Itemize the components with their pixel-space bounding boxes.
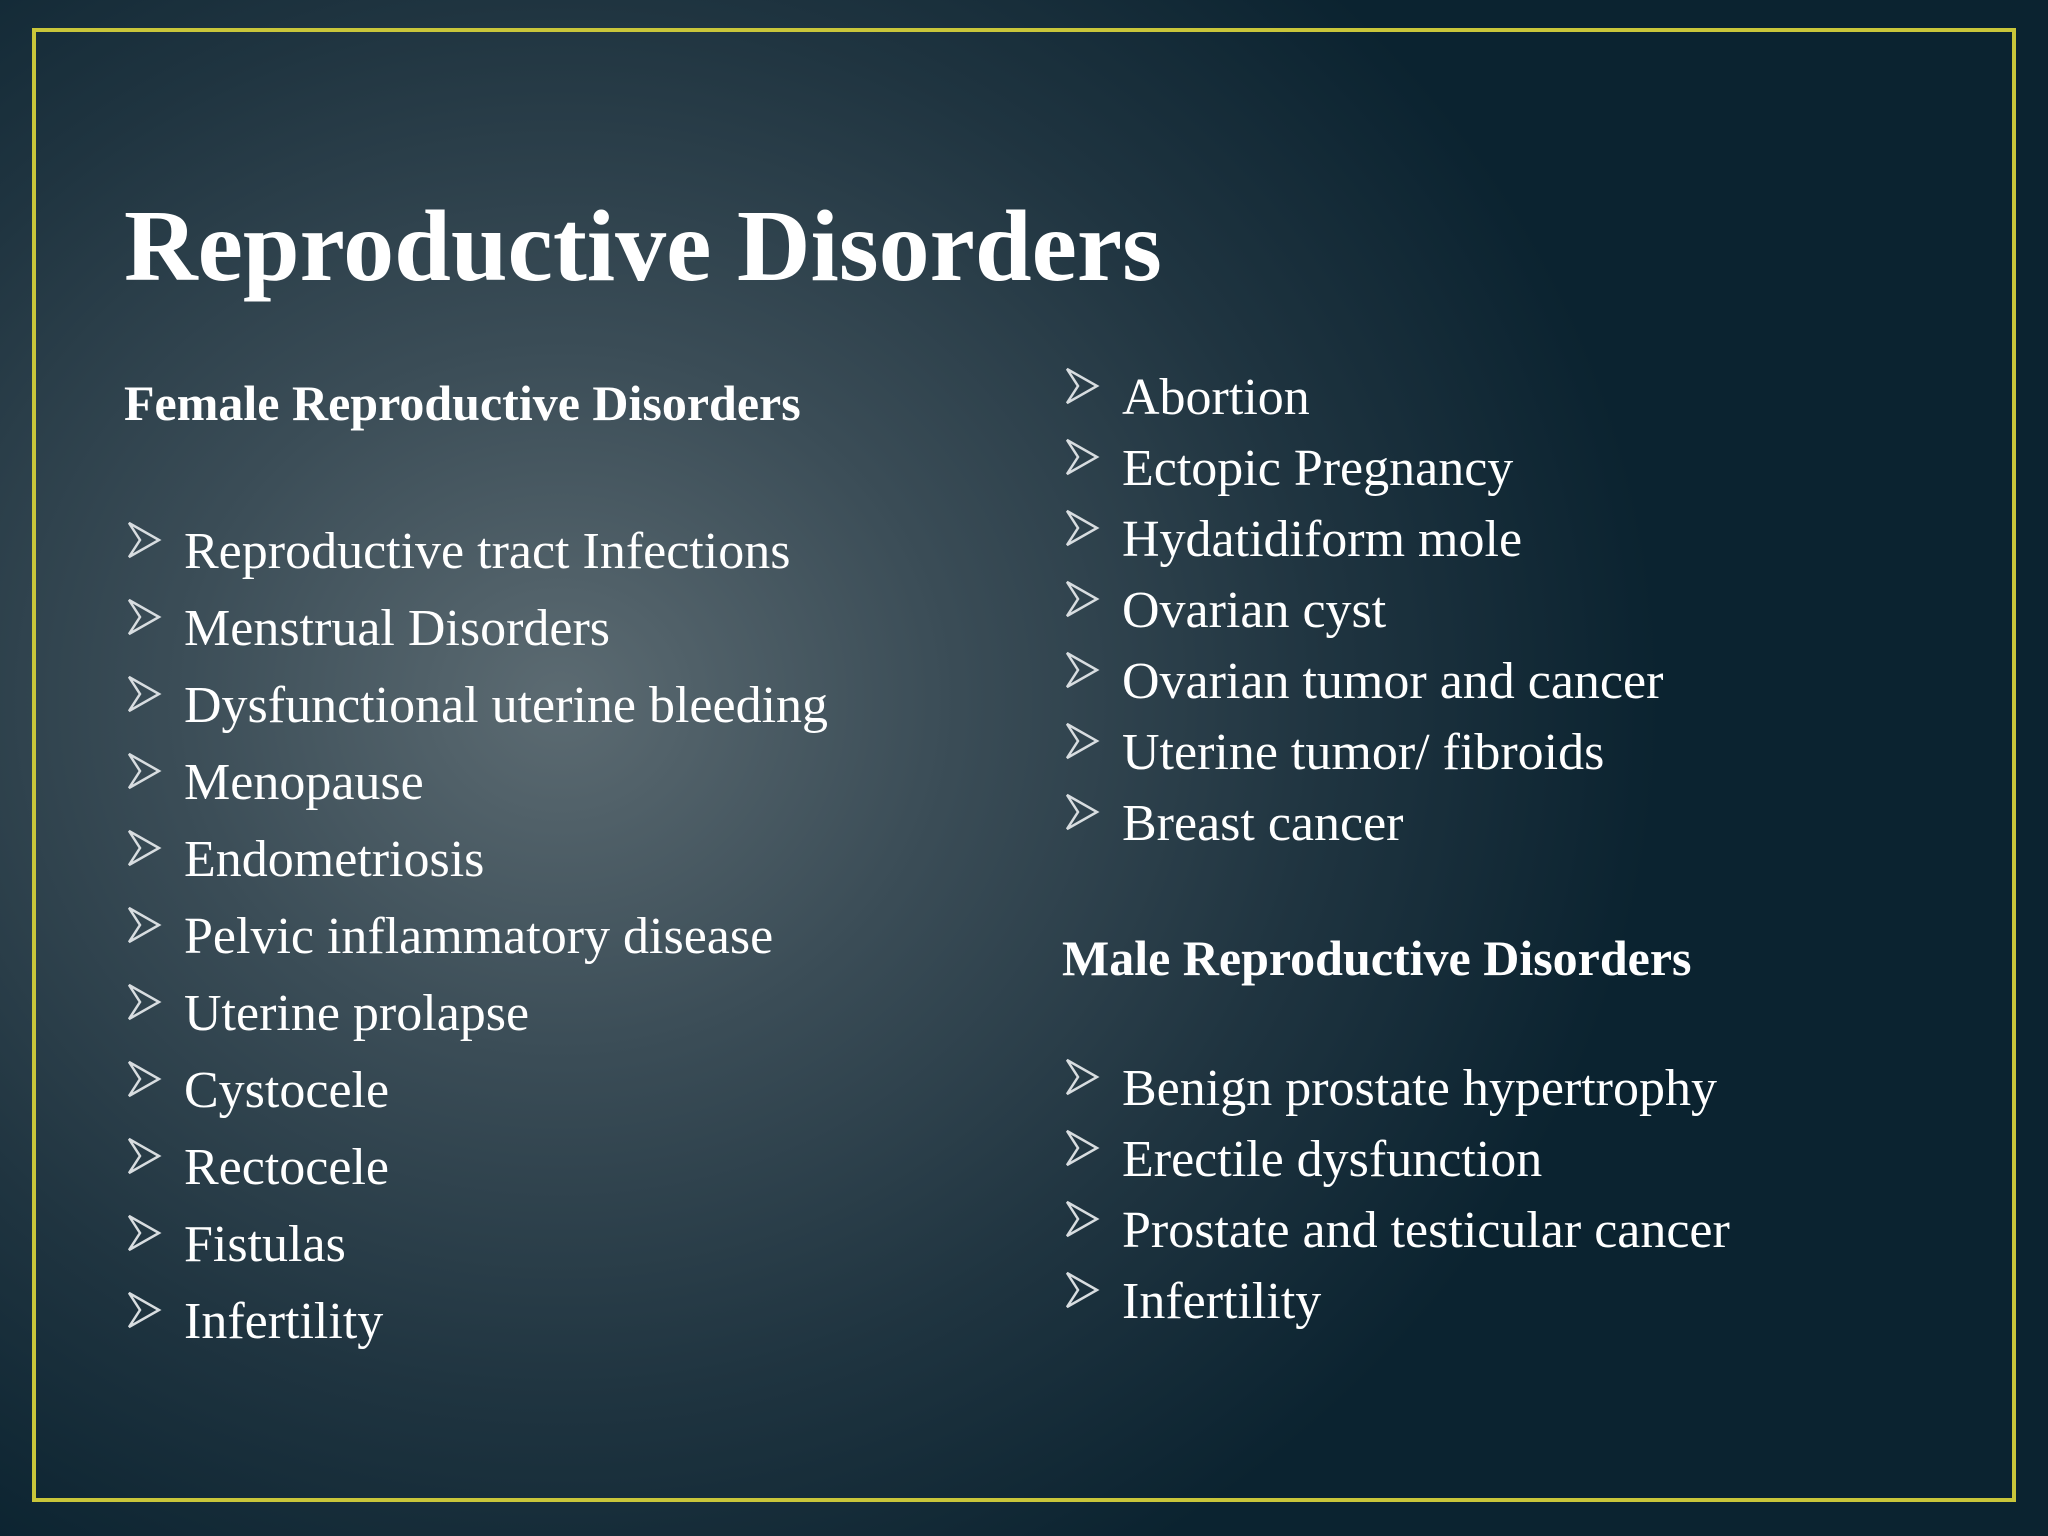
list-item — [1062, 582, 1962, 656]
list-item — [1062, 724, 1962, 798]
list-item — [1062, 440, 1962, 514]
male-list — [1062, 1060, 1962, 1347]
arrow-bullet-icon — [126, 751, 162, 791]
list-item-label: Rectocele — [184, 1139, 389, 1196]
arrow-bullet-icon — [1064, 579, 1100, 619]
list-item-label: Uterine prolapse — [184, 985, 530, 1042]
list-item-label: Prostate and testicular cancer — [1122, 1202, 1730, 1259]
female-list-right — [1062, 369, 1962, 869]
list-item — [124, 985, 1024, 1065]
right-column — [1062, 369, 1962, 1347]
list-item-label: Infertility — [184, 1293, 384, 1350]
list-item — [124, 523, 1024, 603]
slide-title: Reproductive Disorders — [124, 190, 1162, 303]
list-item — [124, 908, 1024, 988]
list-item-label: Endometriosis — [184, 831, 485, 888]
arrow-bullet-icon — [1064, 1199, 1100, 1239]
list-item-label: Ovarian cyst — [1122, 582, 1387, 639]
list-item — [1062, 1202, 1962, 1276]
list-item — [124, 600, 1024, 680]
list-item-label: Erectile dysfunction — [1122, 1131, 1543, 1188]
list-item — [124, 1062, 1024, 1142]
list-item-label: Dysfunctional uterine bleeding — [184, 677, 829, 734]
female-heading: Female Reproductive Disorders — [124, 375, 801, 431]
list-item-label: Reproductive tract Infections — [184, 523, 791, 580]
arrow-bullet-icon — [126, 1290, 162, 1330]
arrow-bullet-icon — [126, 1136, 162, 1176]
female-list-left — [124, 523, 1024, 1373]
arrow-bullet-icon — [126, 982, 162, 1022]
list-item — [1062, 1131, 1962, 1205]
arrow-bullet-icon — [1064, 792, 1100, 832]
list-item — [124, 1139, 1024, 1219]
list-item-label: Menstrual Disorders — [184, 600, 611, 657]
arrow-bullet-icon — [126, 520, 162, 560]
list-item-label: Abortion — [1122, 369, 1310, 426]
list-item — [1062, 369, 1962, 443]
list-item-label: Cystocele — [184, 1062, 390, 1119]
arrow-bullet-icon — [1064, 437, 1100, 477]
arrow-bullet-icon — [126, 1213, 162, 1253]
list-item — [124, 1293, 1024, 1373]
list-item-label: Menopause — [184, 754, 424, 811]
list-item — [124, 831, 1024, 911]
arrow-bullet-icon — [1064, 721, 1100, 761]
arrow-bullet-icon — [126, 674, 162, 714]
list-item — [1062, 1273, 1962, 1347]
list-item-label: Breast cancer — [1122, 795, 1404, 852]
list-item — [1062, 511, 1962, 585]
arrow-bullet-icon — [126, 597, 162, 637]
arrow-bullet-icon — [1064, 508, 1100, 548]
list-item-label: Ovarian tumor and cancer — [1122, 653, 1664, 710]
list-item-label: Fistulas — [184, 1216, 346, 1273]
list-item — [1062, 1060, 1962, 1134]
list-item-label: Infertility — [1122, 1273, 1322, 1330]
list-item-label: Pelvic inflammatory disease — [184, 908, 774, 965]
arrow-bullet-icon — [1064, 1128, 1100, 1168]
list-item-label: Hydatidiform mole — [1122, 511, 1523, 568]
list-item — [124, 754, 1024, 834]
arrow-bullet-icon — [1064, 1270, 1100, 1310]
arrow-bullet-icon — [126, 905, 162, 945]
list-item-label: Ectopic Pregnancy — [1122, 440, 1514, 497]
list-item — [1062, 795, 1962, 869]
list-item — [124, 1216, 1024, 1296]
arrow-bullet-icon — [1064, 1057, 1100, 1097]
arrow-bullet-icon — [126, 828, 162, 868]
arrow-bullet-icon — [1064, 366, 1100, 406]
arrow-bullet-icon — [126, 1059, 162, 1099]
list-item — [124, 677, 1024, 757]
arrow-bullet-icon — [1064, 650, 1100, 690]
male-heading: Male Reproductive Disorders — [1062, 930, 1692, 986]
list-item-label: Benign prostate hypertrophy — [1122, 1060, 1717, 1117]
list-item-label: Uterine tumor/ fibroids — [1122, 724, 1605, 781]
list-item — [1062, 653, 1962, 727]
left-column — [124, 375, 1024, 1373]
